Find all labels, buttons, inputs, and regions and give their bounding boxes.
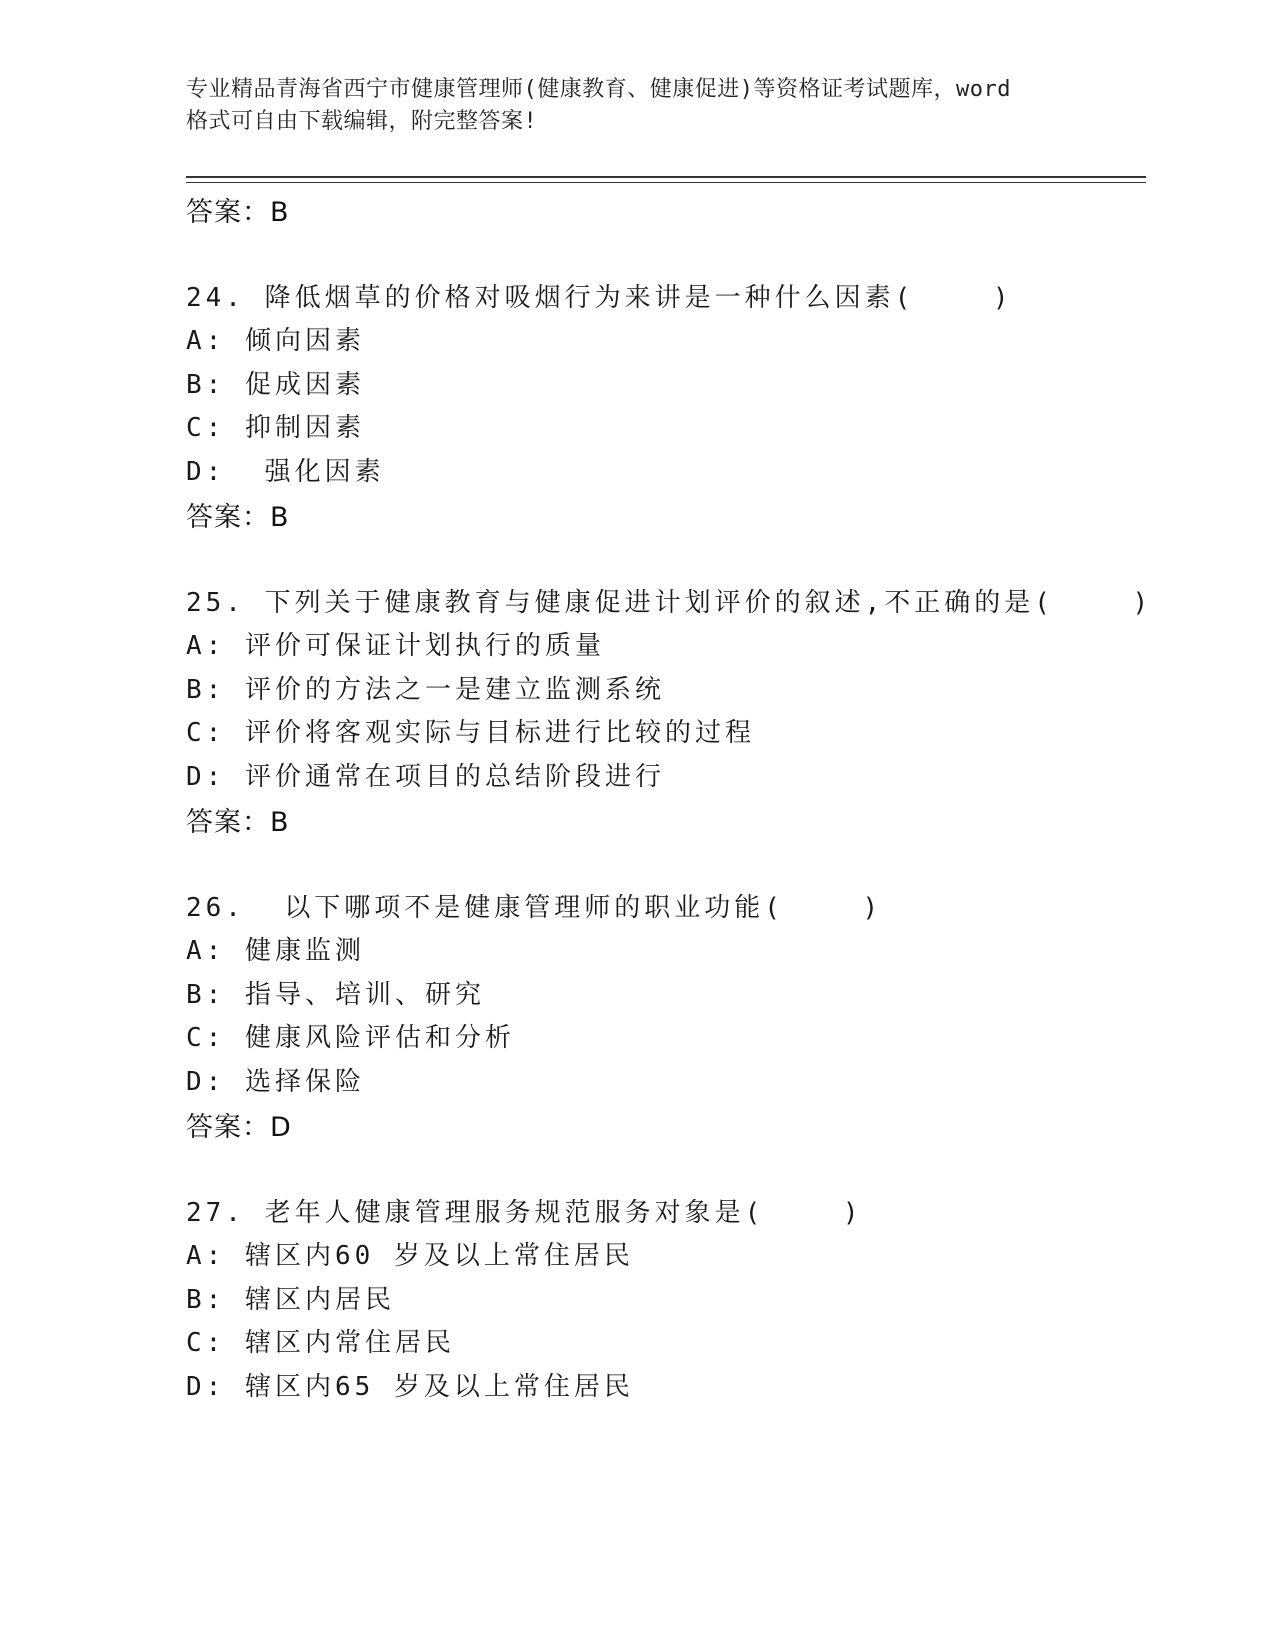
question-26-answer: 答案：D	[186, 1112, 292, 1143]
question-24-option-a: A: 倾向因素	[186, 326, 365, 356]
header-line-1: 专业精品青海省西宁市健康管理师(健康教育、健康促进)等资格证考试题库，word	[186, 77, 1011, 102]
question-26-stem: 26. 以下哪项不是健康管理师的职业功能( )	[186, 893, 883, 923]
question-24-option-c: C: 抑制因素	[186, 413, 365, 443]
question-24-option-b: B: 促成因素	[186, 370, 365, 400]
question-24-answer: 答案：B	[186, 502, 290, 533]
question-27-option-a: A: 辖区内60 岁及以上常住居民	[186, 1241, 634, 1271]
question-24-stem: 24. 降低烟草的价格对吸烟行为来讲是一种什么因素( )	[186, 283, 1013, 313]
question-25-option-c: C: 评价将客观实际与目标进行比较的过程	[186, 718, 755, 748]
question-25-option-b: B: 评价的方法之一是建立监测系统	[186, 675, 665, 705]
question-26-option-a: A: 健康监测	[186, 936, 365, 966]
question-25-option-a: A: 评价可保证计划执行的质量	[186, 631, 605, 661]
header-line-2: 格式可自由下载编辑，附完整答案!	[186, 109, 538, 134]
question-26-option-d: D: 选择保险	[186, 1067, 365, 1097]
question-27-option-b: B: 辖区内居民	[186, 1285, 395, 1315]
document-header	[186, 74, 1086, 138]
question-27-option-c: C: 辖区内常住居民	[186, 1328, 455, 1358]
question-24-option-d: D: 强化因素	[186, 457, 385, 487]
header-rule-thick	[186, 176, 1146, 178]
header-rule-thin	[186, 182, 1146, 183]
question-25-answer: 答案：B	[186, 807, 290, 838]
question-25-stem: 25. 下列关于健康教育与健康促进计划评价的叙述,不正确的是( )	[186, 588, 1153, 618]
question-27-stem: 27. 老年人健康管理服务规范服务对象是( )	[186, 1198, 863, 1228]
question-27-option-d: D: 辖区内65 岁及以上常住居民	[186, 1372, 634, 1402]
question-25-option-d: D: 评价通常在项目的总结阶段进行	[186, 762, 665, 792]
question-26-option-c: C: 健康风险评估和分析	[186, 1023, 515, 1053]
question-26-option-b: B: 指导、培训、研究	[186, 980, 485, 1010]
answer-prev: 答案：B	[186, 197, 290, 228]
